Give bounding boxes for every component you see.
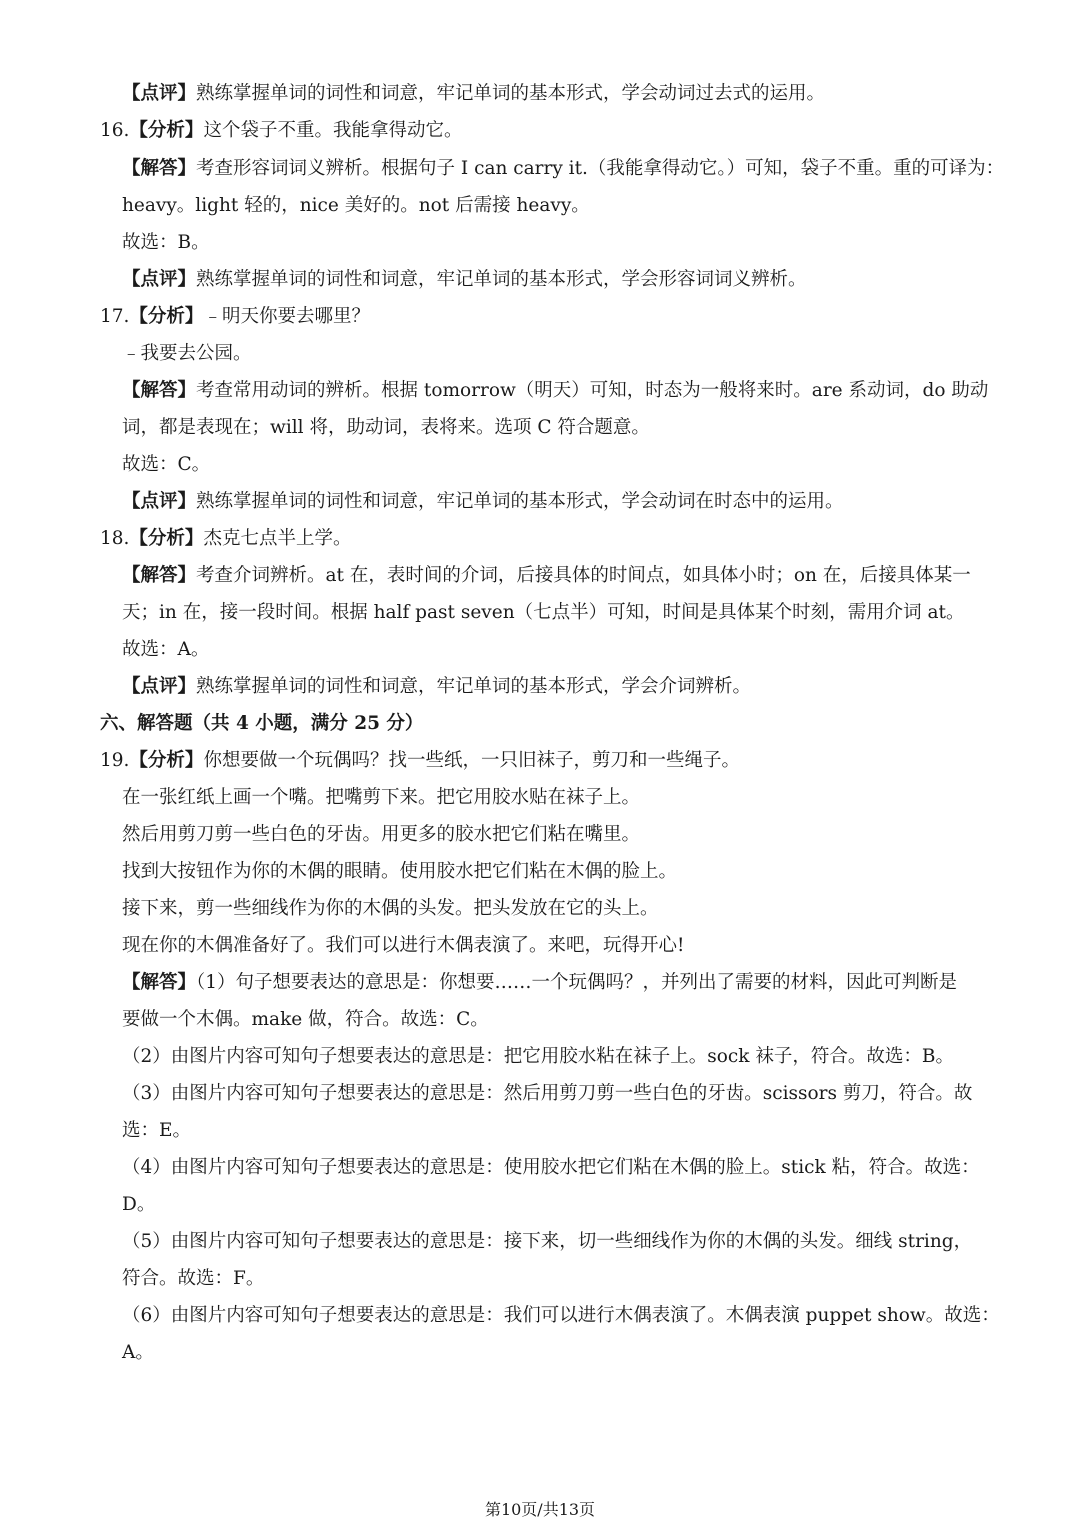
q17-answer-cont: 词，都是表现在；will 将，助动词，表将来。选项 C 符合题意。 [122, 417, 650, 438]
q17-analysis-cont: ﹣我要去公园。 [122, 343, 252, 364]
comment-line: 【点评】熟练掌握单词的词性和词意，牢记单词的基本形式，学会动词过去式的运用。 [122, 83, 826, 104]
q19-answer-item: 选：E。 [122, 1120, 192, 1141]
q19-text: 在一张红纸上画一个嘴。把嘴剪下来。把它用胶水贴在袜子上。 [122, 787, 641, 808]
q19-answer-item: （2）由图片内容可知句子想要表达的意思是：把它用胶水粘在袜子上。sock 袜子，符合。故选：B。 [122, 1046, 954, 1067]
q16-answer-cont: heavy。light 轻的，nice 美好的。not 后需接 heavy。 [122, 195, 590, 216]
q18-analysis: 18.【分析】杰克七点半上学。 [100, 528, 352, 549]
section-heading: 六、解答题（共 4 小题，满分 25 分） [100, 713, 424, 734]
q19-answer-item: （3）由图片内容可知句子想要表达的意思是：然后用剪刀剪一些白色的牙齿。scissors 剪刀，符合。故 [122, 1083, 973, 1104]
q18-answer: 【解答】考查介词辨析。at 在，表时间的介词，后接具体的时间点，如具体小时；on 在，后接具体某一 [122, 565, 971, 586]
q19-answer-item: A。 [122, 1342, 154, 1363]
q16-answer: 【解答】考查形容词词义辨析。根据句子 I can carry it.（我能拿得动它。）可知，袋子不重。重的可译为： [122, 158, 1005, 179]
q17-comment: 【点评】熟练掌握单词的词性和词意，牢记单词的基本形式，学会动词在时态中的运用。 [122, 491, 844, 512]
page-footer: 第10页/共13页 [484, 1500, 596, 1519]
q19-text: 然后用剪刀剪一些白色的牙齿。用更多的胶水把它们粘在嘴里。 [122, 824, 641, 845]
q18-answer-cont: 天；in 在，接一段时间。根据 half past seven（七点半）可知，时间是具体某个时刻，需用介词 at。 [122, 602, 965, 623]
q17-answer: 【解答】考查常用动词的辨析。根据 tomorrow（明天）可知，时态为一般将来时。are 系动词，do 助动 [122, 380, 989, 401]
q16-choice: 故选：B。 [122, 232, 210, 253]
q19-answer-item: 符合。故选：F。 [122, 1268, 265, 1289]
q18-choice: 故选：A。 [122, 639, 210, 660]
q19-answer-cont: 要做一个木偶。make 做，符合。故选：C。 [122, 1009, 489, 1030]
q17-analysis: 17.【分析】﹣明天你要去哪里？ [100, 306, 370, 327]
q19-answer-item: D。 [122, 1194, 156, 1215]
q19-text: 接下来，剪一些细线作为你的木偶的头发。把头发放在它的头上。 [122, 898, 659, 919]
q16-comment: 【点评】熟练掌握单词的词性和词意，牢记单词的基本形式，学会形容词词义辨析。 [122, 269, 807, 290]
q19-text: 找到大按钮作为你的木偶的眼睛。使用胶水把它们粘在木偶的脸上。 [122, 861, 678, 882]
q16-analysis: 16.【分析】这个袋子不重。我能拿得动它。 [100, 120, 463, 141]
q19-answer-item: （5）由图片内容可知句子想要表达的意思是：接下来，切一些细线作为你的木偶的头发。细线 string， [122, 1231, 973, 1252]
q19-analysis: 19.【分析】你想要做一个玩偶吗？找一些纸，一只旧袜子，剪刀和一些绳子。 [100, 750, 740, 771]
q19-answer-item: （4）由图片内容可知句子想要表达的意思是：使用胶水把它们粘在木偶的脸上。stick 粘，符合。故选： [122, 1157, 980, 1178]
q19-answer-item: （6）由图片内容可知句子想要表达的意思是：我们可以进行木偶表演了。木偶表演 puppet show。故选： [122, 1305, 1000, 1326]
q18-comment: 【点评】熟练掌握单词的词性和词意，牢记单词的基本形式，学会介词辨析。 [122, 676, 752, 697]
q19-text: 现在你的木偶准备好了。我们可以进行木偶表演了。来吧，玩得开心! [122, 935, 685, 956]
q19-answer: 【解答】（1）句子想要表达的意思是：你想要……一个玩偶吗？，并列出了需要的材料，因此可判断是 [122, 972, 958, 993]
q17-choice: 故选：C。 [122, 454, 211, 475]
